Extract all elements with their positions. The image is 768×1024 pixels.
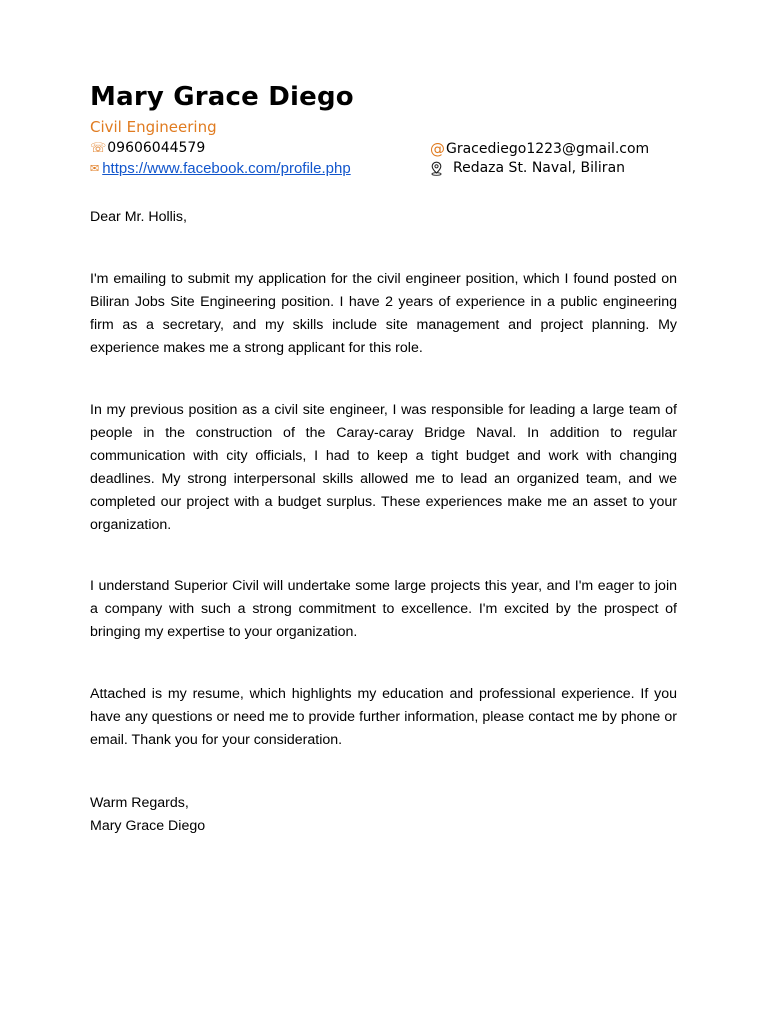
phone-icon: ☏	[90, 140, 107, 156]
location-pin-icon	[430, 161, 443, 176]
letter-paragraph: Attached is my resume, which highlights my education and professional experience. If you have any questions or need me to provide further information, please contact me by phone or email. Thank you for your consideration.	[90, 686, 677, 748]
website-contact	[90, 160, 351, 177]
letter-paragraph: In my previous position as a civil site engineer, I was responsible for leading a large team of people in the construction of the Caray-caray Bridge Naval. In addition to regular communication with city officials, I had to keep a tight budget and work with changing deadlines. My strong interpersonal skills allowed me to lead an organized team, and we completed our project with a budget surplus. These experiences make me an asset to your organization.	[90, 402, 677, 533]
closing: Warm Regards,	[90, 795, 189, 811]
phone-number: 09606044579	[107, 140, 206, 156]
email-address: Gracediego1223@gmail.com	[446, 141, 650, 157]
address-text: Redaza St. Naval, Biliran	[453, 160, 626, 176]
phone-contact	[90, 140, 205, 156]
applicant-title: Civil Engineering	[90, 118, 217, 136]
address-contact	[430, 160, 625, 176]
letter-paragraph: I understand Superior Civil will undertake some large projects this year, and I'm eager to join a company with such a strong commitment to excellence. I'm excited by the prospect of bringing my expertise to your organization.	[90, 578, 677, 640]
applicant-name: Mary Grace Diego	[90, 82, 354, 112]
letter-paragraph: I'm emailing to submit my application for the civil engineer position, which I found posted on Biliran Jobs Site Engineering position. I have 2 years of experience in a public engineering firm as a secretary, and my skills include site management and project planning. My experience makes me a strong applicant for this role.	[90, 271, 677, 356]
website-link[interactable]: https://www.facebook.com/profile.php	[102, 160, 351, 177]
signature: Mary Grace Diego	[90, 818, 206, 834]
at-sign-icon: @	[430, 140, 445, 158]
salutation: Dear Mr. Hollis,	[90, 209, 187, 225]
envelope-icon: ✉	[90, 162, 100, 175]
email-contact	[430, 140, 649, 158]
